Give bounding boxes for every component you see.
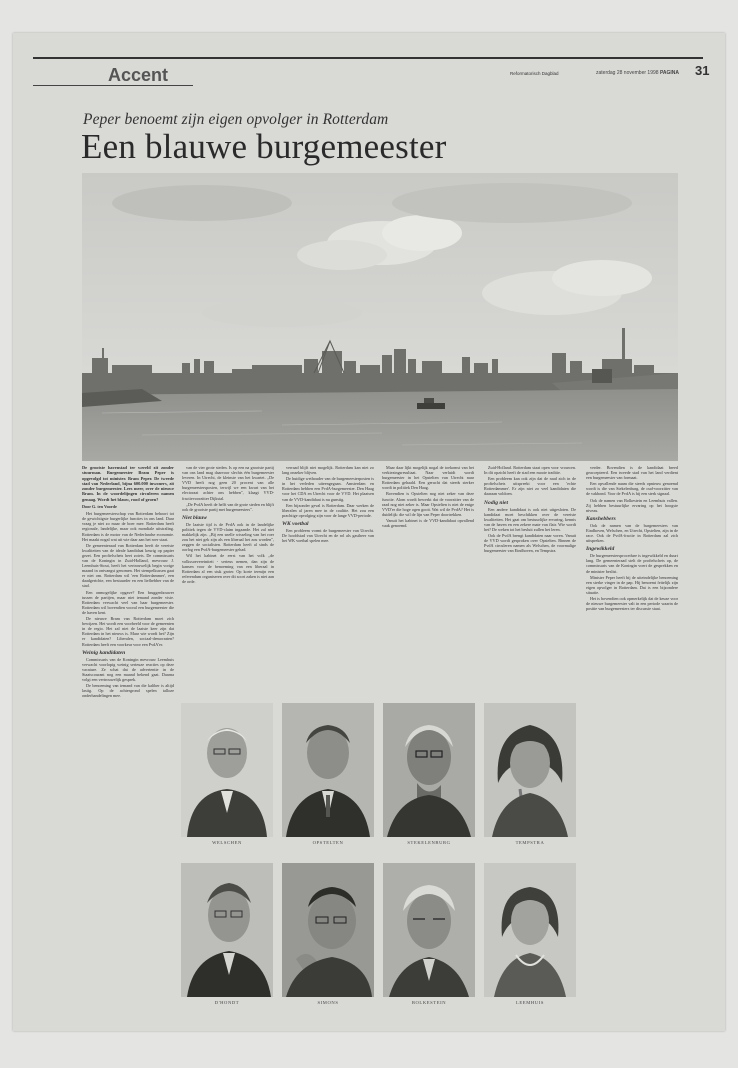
- paragraph: Vanuit het kabinet is de VVD-kandidaat opvallend vaak genoemd.: [382, 517, 474, 529]
- paragraph: Een probleem kan ook zijn dat de raad zich in de profielschets uitspreekt voor een 'echte Rotterdammer'. Er zijn niet zo veel kandidaten die daaraan voldoen.: [484, 476, 576, 497]
- portrait-caption: WELSCHEN: [212, 840, 242, 845]
- paragraph: Wil het kabinet de eerst van het volk „de volkssoevereiniteit - serieus nemen, dan zijn de kansen voor de benoeming van een liberaal in Rotterdam al een stuk groter. Op korte termijn een referendum organiseren over dit soort zaken is niet aan de orde.: [182, 553, 274, 584]
- column-4: [382, 465, 474, 697]
- subheading: Weinig kandidaten: [82, 649, 126, 656]
- portrait-leemhuis: [484, 863, 576, 1005]
- article-headline: Een blauwe burgemeester: [81, 127, 447, 166]
- portrait-photo: [484, 863, 576, 997]
- paragraph: Ook de namen van Bolkestein en Leemhuis vallen. Zij hebben bestuurlijke ervaring op het hoogste niveau.: [586, 497, 678, 513]
- paragraph: De burgemeestersprocedure is ingewikkeld en duurt lang. De gemeenteraad stelt de profielschets op, de commissaris van de Koningin voert de gesprekken en de minister beslist.: [586, 553, 678, 574]
- portrait-caption: LEEMHUIS: [515, 1000, 545, 1005]
- portrait-stekelenburg: [383, 703, 475, 845]
- masthead-rule: [33, 57, 703, 59]
- column-5: [484, 465, 576, 697]
- paragraph: De benoeming van iemand van die kaliber is altijd lastig. Op de achtergrond spelen talloze onderhandelingen mee.: [82, 683, 174, 699]
- paragraph: verraad blijft niet mogelijk. Rotterdam kan niet zo lang onzeker blijven.: [282, 465, 374, 476]
- paragraph: Het burgemeesterschap van Rotterdam behoort tot de gewichtigste burgerlijke functies in ons land. Daar vraag je niet zo maar de boer mee. Rotterdam heeft regionale, landelijke, maar ook mondiale uitstraling. Rotterdam is de motor van de Nederlandse economie. Het maakt nogal wat uit wie daar aan het roer staat.: [82, 511, 174, 542]
- paragraph: Een probleem vormt de burgemeester van Utrecht. De hoofdstad van Utrecht en de rol als gastheer van het WK voetbal spelen mee.: [282, 527, 374, 544]
- paragraph: Een andere kandidaat is ook niet uitgesloten. De kandidaat moet beschikken over de vereiste kwaliteiten. Het gaat om bestuurlijke ervaring, kennis van de haven en een zekere mate van flair. Wie wordt het? De weken tot het besluit zullen het leren.: [484, 506, 576, 532]
- paragraph: De gemeenteraad van Rotterdam heeft de vereiste kwaliteiten van de ideale kandidaat keurig op papier gezet. Een profielschets heet zoiets. De commissaris van de Koningin in Zuid-Holland, mevrouw J. Leemhuis-Stout, heeft het vertrouwelijk begin vorige maand in ontvangst genomen. Het stempelkussen gaat er niet om. Rotterdam wil 'een Rotterdammer', een daadgerichte, een bestuurder en een liefhebber van de stad.: [82, 542, 174, 589]
- paragraph: Ook de PvdA brengt kandidaten naar voren. Vanuit de VVD wordt gesproken over Opstelten. Binnen de PvdA circuleren namen als Welschen, de voormalige burgemeester van Eindhoven, en Tempstra.: [484, 533, 576, 554]
- column-6: [586, 465, 678, 1025]
- page-number: 31: [695, 63, 710, 78]
- portrait-photo: [383, 703, 475, 837]
- portrait-caption: SIMONS: [317, 1000, 339, 1005]
- portrait-welschen: [181, 703, 273, 845]
- paragraph: Minister Peper heeft bij de uiteindelijke benoeming een sterke vinger in de pap. Hij benoemt feitelijk zijn eigen opvolger in Rotterdam. Dat is een bijzondere situatie.: [586, 574, 678, 595]
- portrait-caption: OPSTELTEN: [312, 840, 344, 845]
- paragraph: „De PvdA heeft de helft van de grote steden en blijft ook de grootste partij met burgemeesters".: [182, 501, 274, 512]
- paragraph: Zuid-Holland. Rotterdam staat open voor vrouwen. In dit opzicht heeft de stad een mooie traditie.: [484, 465, 576, 476]
- paragraph: Een bijzonder geval is Rotterdam. Daar werken de liberalen al jaren mee in de coalitie. Het zou een prachtige opvolging zijn voor de lange VVD-periode.: [282, 502, 374, 518]
- date-text: zaterdag 28 november 1998: [596, 70, 659, 76]
- paragraph: De huidige wethouder van de burgemeesterposten is in het verleden uiteengegaan. Amsterdam en Rotterdam hebben een PvdA-burgemeester. Den Haag voor het CDA en Utrecht voor de VVD. Het plaatsen van de VVD-kandidaat is nu gunstig.: [282, 476, 374, 502]
- paragraph: Commissaris van de Koningin mevrouw Leemhuis verwacht voorlopig weinig serieuze reacties op deze vacature. Ze schat dat de advertentie in de Staatscourant nog een maand bekend gaat. Daarna volgt een vertrouwelijk gesprek.: [82, 656, 174, 682]
- paper-name: Reformatorisch Dagblad: [510, 71, 559, 76]
- subheading: WK voetbal: [282, 520, 309, 527]
- article-body: [82, 465, 678, 1025]
- paragraph: verder. Bovendien is de kandidaat breed geaccepteerd. Een tweede stad van het land verdient een burgemeester van formaat.: [586, 465, 678, 481]
- portrait-photo: [484, 703, 576, 837]
- subheading: Niet blauw: [182, 514, 208, 521]
- column-1: [82, 465, 174, 1025]
- portrait-photo: [383, 863, 475, 997]
- article-lead: De grootste havenstad ter wereld zit zonder stuurman. Burgemeester Bram Peper is opgevolgd tot minister. Bram Peper. De tweede stad van Nederland, bijna 600.000 inwoners, zit zonder burgemeester. Lees meer, over de nieuwe Bram. In de woordelijngen circuleren namen genaag. Wordt het blauw, rood of groen?: [82, 465, 174, 502]
- subheading: Ingewikkeld: [586, 546, 615, 553]
- page-word: PAGINA: [659, 70, 680, 76]
- paragraph: Een opvallende naam die steeds opnieuw genoemd wordt is die van Stekelenburg, de oud-voorzitter van de vakbond. Voor de PvdA is hij een sterk signaal.: [586, 481, 678, 497]
- portrait-caption: BOLKESTEIN: [411, 1000, 447, 1005]
- portrait-caption: D'HONDT: [214, 1000, 240, 1005]
- paragraph: De laatste tijd is de PvdA ook in de landelijke politiek tegen de VVD-claim ingaande. Het zal niet makkelijk zijn. „Bij een snelle wisseling van het roer zou het niet gek zijn als een liberaal het zou worden", zeggen de socialisten. Rotterdam heeft al sinds de oorlog een PvdA-burgemeester gehad.: [182, 521, 274, 553]
- portrait-simons: [282, 863, 374, 1005]
- portrait-photo: [181, 703, 273, 837]
- portrait-opstelten: [282, 703, 374, 845]
- column-2: [182, 465, 274, 697]
- section-name: Accent: [108, 65, 169, 85]
- paragraph: Ook de namen van de burgemeesters van Eindhoven, Welschen, en Utrecht, Opstelten, zijn in de race. Ook de PvdA-fractie in Rotterdam zal zich uitspreken.: [586, 522, 678, 544]
- portrait-caption: STEKELENBURG: [407, 840, 451, 845]
- paragraph: Het is bovendien ook opmerkelijk dat de keuze voor de nieuwe burgemeester valt in een periode waarin de positie van burgemeesters ter discussie staat.: [586, 595, 678, 612]
- subheading: Nodig niet: [484, 499, 509, 506]
- article-kicker: Peper benoemt zijn eigen opvolger in Rotterdam: [83, 111, 389, 128]
- column-3: [282, 465, 374, 697]
- portrait-grid: [181, 703, 577, 1011]
- paragraph: Maar daar lijkt mogelijk nogal de toekomst van het verkiezingsresultaat. Naar verluidt wordt burgemeester in het Opstelten van Utrecht naar Rotterdam gehaald. Een gerucht dat steeds sterker wordt in politiek Den Haag.: [382, 465, 474, 491]
- paragraph: De nieuwe Bram van Rotterdam moet zich bewijzen. Het wordt een voorbeeld voor de gemeenten in de regio. Het zal niet de laatste keer zijn dat Rotterdam in het nieuws is. Maar wie wordt het? Zijn er kandidaten? Liberalen, sociaal-democraten? Rotterdam heeft een voorkeur voor een PvdA'er.: [82, 616, 174, 647]
- portrait-photo: [181, 863, 273, 997]
- portrait-tempstra: [484, 703, 576, 845]
- paragraph: Bovendien is Opstelten nog niet zeker van deze functie. Alom wordt bewerkt dat de voorzitter van de raad nog niet zeker is. Maar Opstelten is niet de enige VVD'er die hoge ogen gooit. Wat wil de PvdA? Het is duidelijk: die wil de lijn van Peper doortrekken.: [382, 491, 474, 517]
- dateline: [596, 70, 679, 76]
- paragraph: van de vier grote steden. Is op een na grootste partij van ons land mag daarvoor slechts één burgemeester leveren. In Utrecht, de kleinste van het kwartet. „De VVD heeft nog geen 20 procent van alle burgemeestersposten, terwijl we een kwart van het electoraat achter ons hebben", klaagt VVD-fractievoorzitter Dijkstal.: [182, 465, 274, 501]
- newspaper-page: [13, 33, 725, 1031]
- byline: Door G. ten Voorde: [82, 504, 117, 510]
- portrait-caption: TEMPSTRA: [515, 840, 545, 845]
- portrait-dhondt: [181, 863, 273, 1005]
- portrait-bolkestein: [383, 863, 475, 1005]
- portrait-photo: [282, 703, 374, 837]
- rotterdam-skyline-photo: [82, 173, 678, 461]
- paragraph: Een onmogelijke opgave? Een bruggenbouwer tussen de partijen, maar niet iemand zonder visie. Rotterdam verwacht veel van haar burgemeester. Rotterdam wil bovendien vooral een burgemeester die de haven kent.: [82, 589, 174, 615]
- portrait-photo: [282, 863, 374, 997]
- section-underline: [33, 85, 193, 86]
- subheading: Kanshebbers: [586, 515, 616, 522]
